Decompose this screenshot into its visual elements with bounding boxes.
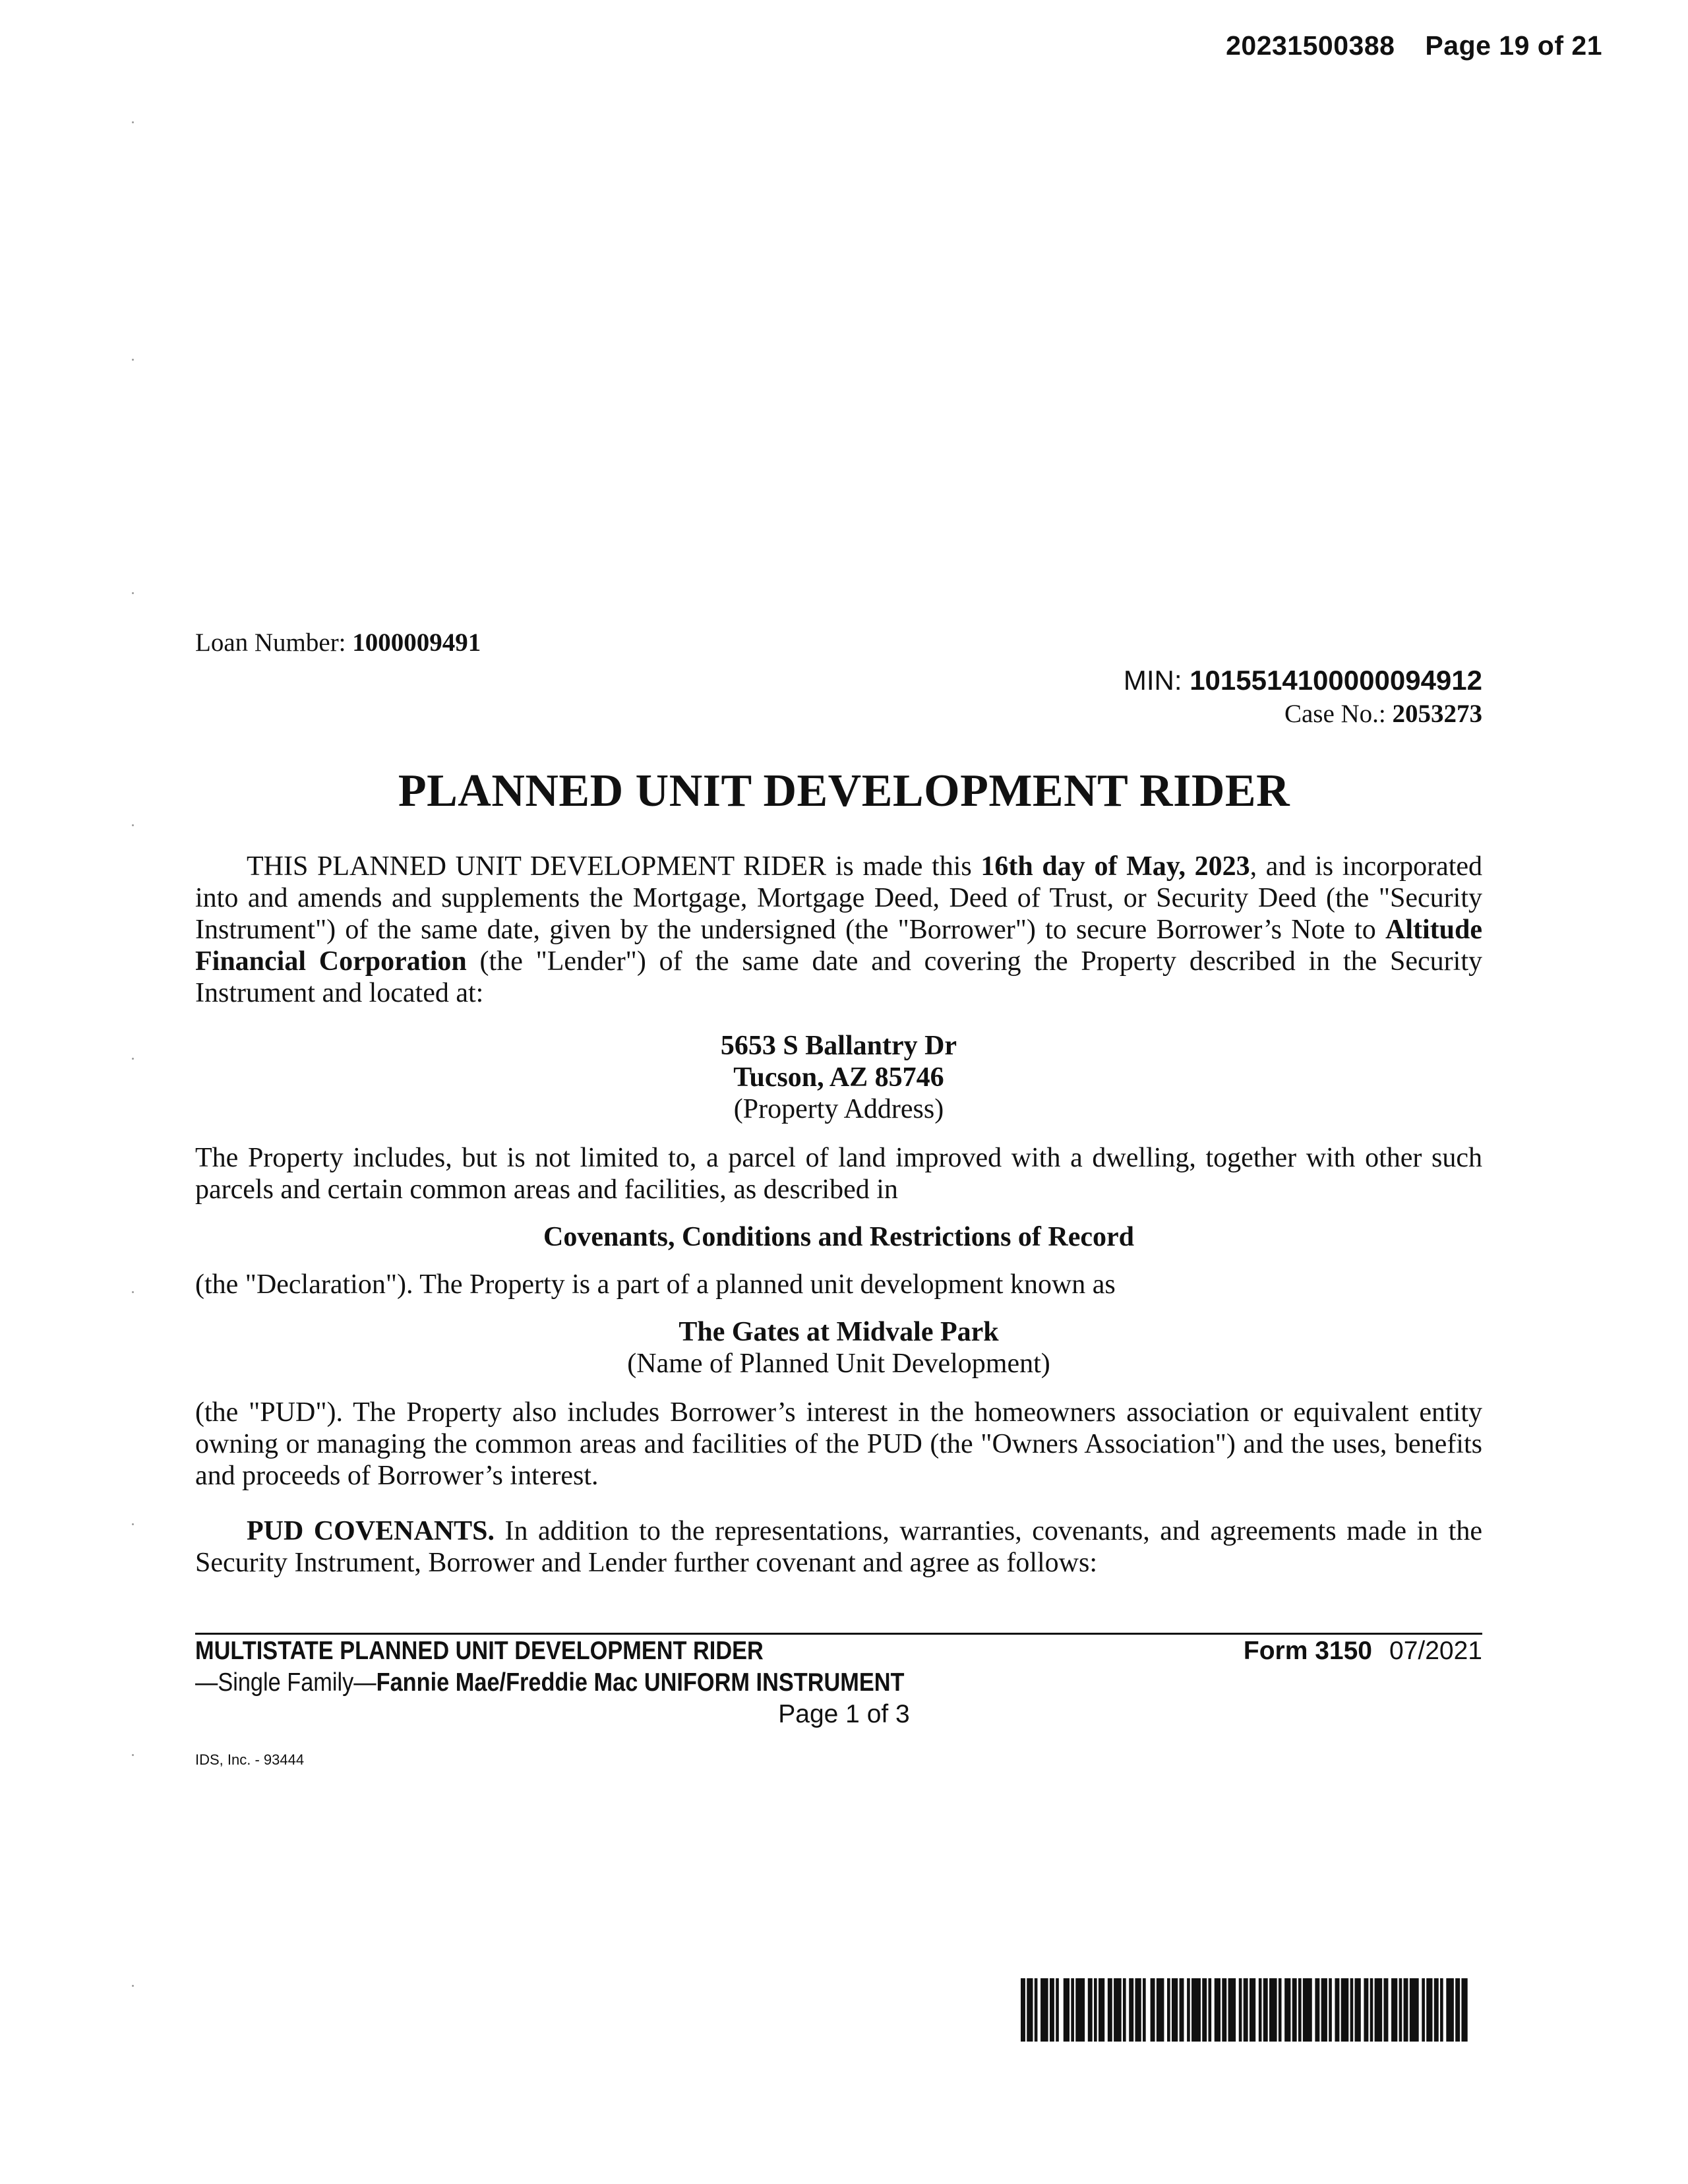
intro-paragraph [195,851,1482,1009]
intro-text-1: THIS PLANNED UNIT DEVELOPMENT RIDER is made this [247,851,981,882]
barcode-bar [1187,1978,1190,2042]
min-label: MIN: [1123,665,1182,696]
barcode-bar [1222,1978,1226,2042]
form-date: 07/2021 [1389,1637,1482,1665]
loan-number-line [195,628,481,657]
barcode-bar [1167,1978,1170,2042]
barcode-bar [1035,1978,1038,2042]
barcode-bar [1135,1978,1141,2042]
barcode [1021,1978,1469,2042]
barcode-bar [1259,1978,1262,2042]
barcode-bar [1250,1978,1255,2042]
address-line-2: Tucson, AZ 85746 [733,1062,944,1093]
barcode-bar [1329,1978,1332,2042]
address-line-1: 5653 S Ballantry Dr [720,1031,957,1061]
barcode-bar [1364,1978,1368,2042]
barcode-bar [1040,1978,1048,2042]
barcode-bar [1383,1978,1388,2042]
barcode-bar [1056,1978,1059,2042]
property-paragraph: The Property includes, but is not limited to, a parcel of land improved with a dwelling, together with other such parcels and certain common areas and facilities, as described in [195,1143,1482,1205]
barcode-bar [1355,1978,1361,2042]
barcode-bar [1215,1978,1221,2042]
barcode-bar [1157,1978,1164,2042]
footer-form-number [1244,1637,1482,1666]
barcode-bar [1422,1978,1425,2042]
intro-text-2: , and is incorporated into and amends and supplements the Mortgage, Mortgage Deed, Deed of Trust, or Security Deed (the "Security Instrument") of the same date, given by the undersigned (the "Borrower") to secure Borrower’s Note to [195,851,1483,945]
case-number-line [1284,699,1482,729]
barcode-bar [1341,1978,1349,2042]
barcode-bar [1279,1978,1282,2042]
barcode-bar [1114,1978,1122,2042]
footer-rule [195,1633,1482,1635]
barcode-bar [1050,1978,1054,2042]
barcode-bar [1426,1978,1432,2042]
barcode-bar [1143,1978,1146,2042]
barcode-bar [1172,1978,1178,2042]
pud-name: The Gates at Midvale Park [678,1317,999,1347]
barcode-bar [1292,1978,1297,2042]
barcode-bar [1321,1978,1327,2042]
barcode-bar [1350,1978,1354,2042]
footer-page-number: Page 1 of 3 [778,1700,910,1728]
min-value: 1015514100000094912 [1190,665,1482,696]
footer-form-title: MULTISTATE PLANNED UNIT DEVELOPMENT RIDER [195,1637,764,1665]
footer-instrument-line [195,1668,905,1697]
case-number-label: Case No.: [1284,700,1386,728]
barcode-bar [1370,1978,1373,2042]
barcode-bar [1244,1978,1248,2042]
barcode-bar [1071,1978,1074,2042]
barcode-bar [1461,1978,1467,2042]
document-title: PLANNED UNIT DEVELOPMENT RIDER [398,766,1290,816]
barcode-bar [1228,1978,1236,2042]
form-label: Form 3150 [1243,1637,1373,1665]
barcode-bar [1027,1978,1033,2042]
loan-number-label: Loan Number: [195,628,346,657]
pud-covenants-heading: PUD COVENANTS. [247,1516,495,1546]
lender-name: Altitude Financial Corporation [195,915,1482,977]
barcode-bar [1303,1978,1312,2042]
barcode-bar [1099,1978,1104,2042]
barcode-bar [1446,1978,1454,2042]
barcode-bar [1208,1978,1211,2042]
pud-paragraph: (the "PUD"). The Property also includes Borrower’s interest in the homeowners association or equivalent entity owning or managing the common areas and facilities of the PUD (the "Owners Association") and the uses, benefits and proceeds of Borrower’s interest. [195,1397,1482,1491]
pud-name-block [195,1316,1482,1380]
barcode-bar [1064,1978,1070,2042]
barcode-bar [1191,1978,1201,2042]
intro-text-3: (the "Lender") of the same date and covering the Property described in the Security Instrument and located at: [195,946,1482,1008]
recorder-header [1226,30,1602,61]
barcode-bar [1284,1978,1290,2042]
barcode-bar [1434,1978,1439,2042]
barcode-bar [1088,1978,1093,2042]
barcode-bar [1410,1978,1419,2042]
property-address-block [195,1030,1482,1125]
address-caption: (Property Address) [733,1094,944,1124]
barcode-bar [1094,1978,1097,2042]
pud-name-caption: (Name of Planned Unit Development) [627,1349,1050,1379]
barcode-bar [1202,1978,1207,2042]
footer-instrument-name: Fannie Mae/Freddie Mac UNIFORM INSTRUMENT [376,1668,905,1697]
barcode-bar [1315,1978,1319,2042]
barcode-bar [1399,1978,1402,2042]
barcode-bar [1440,1978,1443,2042]
barcode-bar [1075,1978,1085,2042]
rider-date: 16th day of May, 2023 [980,851,1250,882]
barcode-bar [1239,1978,1242,2042]
barcode-bar [1108,1978,1112,2042]
recording-number: 20231500388 [1226,30,1395,61]
barcode-bar [1375,1978,1383,2042]
barcode-bar [1391,1978,1397,2042]
barcode-bar [1298,1978,1302,2042]
barcode-bar [1123,1978,1126,2042]
barcode-bar [1335,1978,1339,2042]
loan-number-value: 1000009491 [352,628,481,657]
pud-covenants-text: In addition to the representations, warranties, covenants, and agreements made in the Security Instrument, Borrower and Lender further covenant and agree as follows: [195,1516,1482,1578]
declaration-title: Covenants, Conditions and Restrictions of Record [543,1222,1135,1252]
barcode-bar [1151,1978,1155,2042]
ids-identifier: IDS, Inc. - 93444 [195,1751,305,1768]
min-line [1124,665,1482,696]
barcode-bar [1129,1978,1133,2042]
declaration-line: (the "Declaration"). The Property is a part of a planned unit development known as [195,1269,1116,1300]
barcode-bar [1021,1978,1025,2042]
barcode-bar [1269,1978,1277,2042]
recording-page-indicator: Page 19 of 21 [1425,30,1602,61]
footer-instrument-prefix: —Single Family— [195,1668,377,1697]
pud-covenants-paragraph [195,1515,1482,1579]
barcode-bar [1180,1978,1184,2042]
barcode-bar [1263,1978,1268,2042]
case-number-value: 2053273 [1392,700,1482,728]
barcode-bar [1455,1978,1460,2042]
barcode-bar [1404,1978,1408,2042]
